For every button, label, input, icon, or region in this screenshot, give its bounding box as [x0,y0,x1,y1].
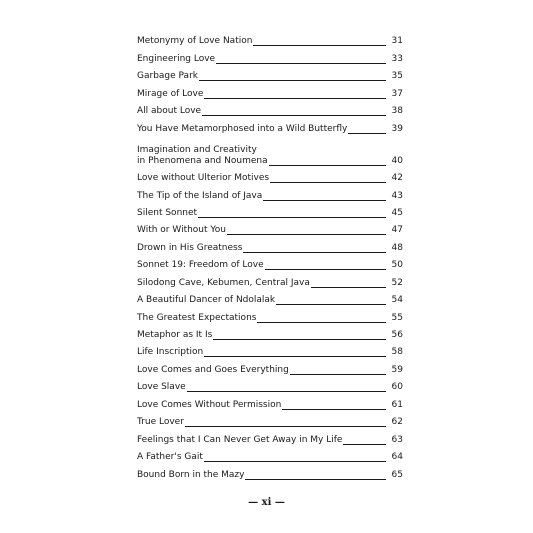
toc-entry [137,168,403,185]
toc-entry [137,429,403,446]
toc-entry-title: With or Without You [137,225,226,236]
toc-entry [137,255,403,272]
toc-entry-title-line-1: Imagination and Creativity [137,144,257,155]
toc-leader-line [257,322,386,323]
toc-entry-title: Bound Born in the Mazy [137,469,245,480]
toc-entry [137,203,403,220]
toc-entry-title: A Beautiful Dancer of Ndolalak [137,295,276,306]
toc-page-number: 45 [391,207,403,218]
toc-page-number: 33 [391,53,403,64]
toc-entry [137,237,403,254]
toc-entry-title: Engineering Love [137,53,216,64]
toc-entry-title: Metonymy of Love Nation [137,36,253,47]
toc-page-number: 65 [391,469,403,480]
toc-leader-line [216,63,386,64]
toc-leader-line [204,461,386,462]
toc-leader-line [282,409,386,410]
toc-leader-line [270,182,386,183]
toc-entry [137,31,403,48]
toc-page-number: 62 [391,417,403,428]
toc-page-number: 42 [391,173,403,184]
toc-entry [137,325,403,342]
toc-entry [137,377,403,394]
toc-entry [137,464,403,481]
toc-page-number: 31 [391,36,403,47]
toc-leader-line [243,252,386,253]
toc-entry [137,342,403,359]
toc-page-number: 39 [391,123,403,134]
toc-entry [137,220,403,237]
toc-entry [137,359,403,376]
toc-page-number: 47 [391,225,403,236]
toc-leader-line [253,45,386,46]
toc-page-number: 40 [391,155,403,166]
toc-leader-line [269,165,386,166]
toc-entry-title: Drown in His Greatness [137,242,243,253]
toc-page-number: 52 [391,277,403,288]
toc-entry-title: The Tip of the Island of Java [137,190,263,201]
toc-entry-title: All about Love [137,106,202,117]
toc-page-number: 48 [391,242,403,253]
toc-entry-title: Sonnet 19: Freedom of Love [137,260,264,271]
toc-page-number: 60 [391,382,403,393]
toc-leader-line [276,304,386,305]
toc-leader-line [343,444,386,445]
toc-entry [137,447,403,464]
toc-entry [137,412,403,429]
toc-entry-title: Love Slave [137,382,186,393]
toc-page-number: 55 [391,312,403,323]
toc-entry [137,185,403,202]
toc-entry-title: Love without Ulterior Motives [137,173,270,184]
toc-entry [137,101,403,118]
toc-leader-line [245,479,386,480]
toc-page-number: 35 [391,71,403,82]
toc-leader-line [199,80,386,81]
toc-entry-title: Feelings that I Can Never Get Away in My Life [137,434,343,445]
toc-leader-line [213,339,386,340]
toc-leader-line [185,426,386,427]
toc-leader-line [265,269,386,270]
table-of-contents [137,31,403,482]
toc-leader-line [187,391,386,392]
toc-entry-title: Silent Sonnet [137,207,198,218]
toc-leader-line [198,217,386,218]
toc-leader-line [202,115,386,116]
toc-entry-title: Garbage Park [137,71,198,82]
toc-entry [137,290,403,307]
toc-leader-line [204,98,386,99]
toc-page-number: 37 [391,88,403,99]
toc-entry [137,83,403,100]
toc-entry [137,48,403,65]
toc-leader-line [311,287,386,288]
toc-page-number: 54 [391,295,403,306]
toc-entry-title: The Greatest Expectations [137,312,257,323]
toc-entry-title: Love Comes Without Permission [137,399,282,410]
toc-entry [137,66,403,83]
toc-page-number: 59 [391,364,403,375]
toc-entry-title: You Have Metamorphosed into a Wild Butterfly [137,123,348,134]
toc-page-number: 43 [391,190,403,201]
toc-entry-title: True Lover [137,417,184,428]
toc-leader-line [263,200,386,201]
toc-entry-title: Metaphor as It Is [137,330,213,340]
toc-entry-title: Love Comes and Goes Everything [137,364,289,375]
toc-entry-title: A Father's Gait [137,452,203,463]
toc-page-number: 50 [391,260,403,271]
toc-entry-title: Life Inscription [137,347,204,358]
toc-entry-title: Silodong Cave, Kebumen, Central Java [137,277,310,288]
toc-page-number: 61 [391,399,403,410]
toc-entry [137,272,403,289]
toc-entry-title: Mirage of Love [137,88,204,99]
toc-leader-line [290,374,386,375]
toc-page-number: 58 [391,347,403,358]
toc-page-number: 63 [391,434,403,445]
toc-entry [137,394,403,411]
toc-page-number: 64 [391,452,403,463]
toc-leader-line [348,133,386,134]
toc-entry [137,118,403,135]
page-folio-number: — xi — [248,497,285,508]
toc-entry [137,307,403,324]
toc-page-number: 38 [391,106,403,117]
toc-entry [137,136,403,168]
toc-leader-line [227,234,386,235]
toc-page-number: 56 [391,330,403,340]
toc-leader-line [204,356,386,357]
toc-entry-title: in Phenomena and Noumena [137,155,268,166]
